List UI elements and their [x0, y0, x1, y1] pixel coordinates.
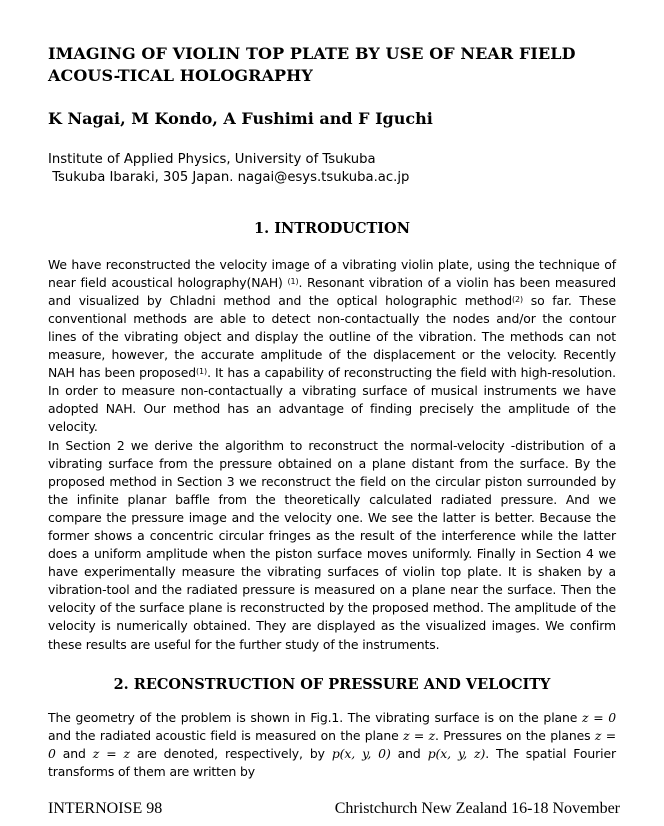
math-expression: z = z	[92, 746, 130, 762]
citation-ref: (1)	[287, 277, 299, 287]
body-text-fragment: . Pressures on the planes	[435, 728, 595, 744]
reconstruction-paragraph	[48, 709, 616, 781]
affiliation	[48, 151, 409, 187]
body-text-fragment: and the radiated acoustic field is measured on the plane	[48, 728, 404, 744]
body-text-fragment: The geometry of the problem is shown in Fig.1. The vibrating surface is on the plane	[48, 710, 583, 725]
body-text-fragment: . The spatial Fourier transforms of them are written by	[48, 746, 616, 780]
math-expression: p(x, y, 0)	[331, 746, 391, 762]
citation-ref: (2)	[512, 295, 524, 305]
math-expression: z = 0	[582, 710, 617, 725]
math-expression: z = z	[403, 728, 436, 744]
paper-title: IMAGING OF VIOLIN TOP PLATE BY USE OF NEAR FIELD ACOUS-TICAL HOLOGRAPHY	[48, 44, 576, 85]
intro-text-b: . Resonant vibration of a violin has been measured and visualized by Chladni method and the optical holographic method	[48, 275, 616, 309]
citation-ref: (1)	[196, 367, 208, 377]
footer-location-date: Christchurch New Zealand 16-18 November	[334, 800, 620, 817]
intro-paragraph-1	[48, 256, 616, 436]
intro-text-c: so far. These conventional methods are able to detect non-contactually the nodes and/or the contour lines of the vibrating object and display the outline of the vibration. The methods can not measure, however, the accurate amplitude of the displacement or the velocity. Recently NAH has been proposed	[48, 293, 616, 381]
body-text-fragment: are denoted, respectively, by	[129, 746, 332, 762]
body-text-fragment: and	[390, 746, 428, 762]
affiliation-address: Tsukuba Ibaraki, 305 Japan. nagai@esys.tsukuba.ac.jp	[48, 170, 410, 185]
intro-text-a: We have reconstructed the velocity image of a vibrating violin plate, using the technique of near field acoustical holography(NAH)	[48, 257, 616, 291]
intro-text-d: . It has a capability of reconstructing the field with high-resolution. In order to measure non-contactually a vibrating surface of musical instruments we have adopted NAH. Our method has an advantage of finding precisely the amplitude of the velocity.	[48, 365, 616, 435]
section-heading-reconstruction: 2. RECONSTRUCTION OF PRESSURE AND VELOCITY	[113, 676, 551, 693]
footer-conference: INTERNOISE 98	[48, 800, 163, 817]
intro-paragraph-2: In Section 2 we derive the algorithm to reconstruct the normal-velocity -distribution of a vibrating surface from the pressure obtained on a plane distant from the surface. By the proposed method in Section 3 we reconstruct the field on the circular piston surrounded by the infinite planar baffle from the theoretically calculated radiated pressure. And we compare the pressure image and the velocity one. We see the latter is better. Because the former shows a concentric circular fringes as the result of the interference while the latter does a uniform amplitude when the piston surface moves uniformly. Finally in Section 4 we have experimentally measure the vibrating surfaces of violin top plate. It is shaken by a vibration-tool and the radiated pressure is measured on a plane near the surface. Then the velocity of the surface plane is reconstructed by the proposed method. The amplitude of the velocity is numerically obtained. They are displayed as the visualized images. We confirm these results are useful for the further study of the instruments.	[48, 438, 616, 652]
math-expression: p(x, y, z)	[427, 746, 486, 762]
math-expression: z = 0	[48, 728, 616, 762]
body-text-fragment: and	[55, 746, 93, 762]
section-heading-introduction: 1. INTRODUCTION	[254, 220, 410, 237]
affiliation-institute: Institute of Applied Physics, University of Tsukuba	[48, 152, 376, 167]
author-list: K Nagai, M Kondo, A Fushimi and F Iguchi	[48, 109, 433, 128]
